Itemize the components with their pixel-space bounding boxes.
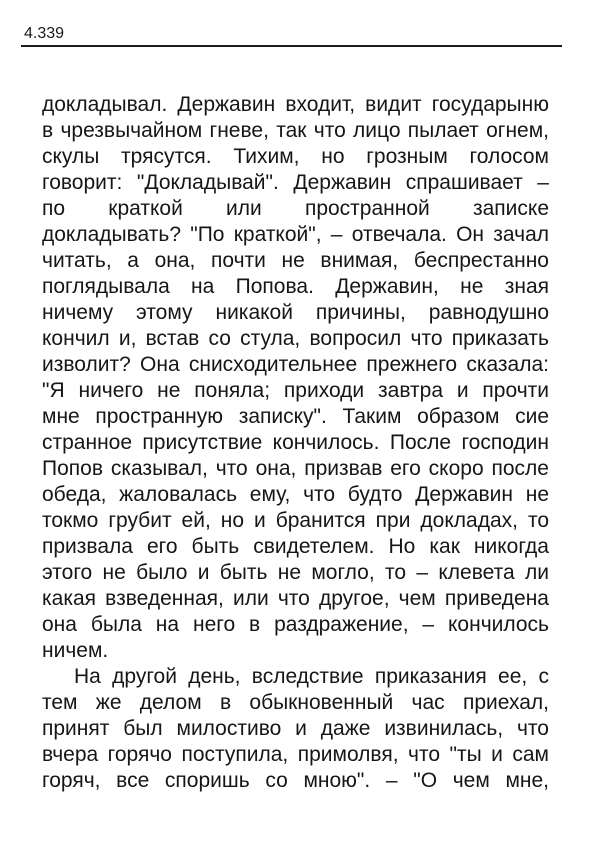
text-line: принят был милостиво и даже извинилась, что [42,717,549,740]
text-line: какая взведенная, или что другое, чем приведена [42,587,549,610]
page-number: 4.339 [24,25,65,42]
text-line: странное присутствие кончилось. После господин [42,431,549,454]
text-line: ничем. [42,639,109,662]
text-line: тем же делом в обыкновенный час приехал, [42,691,549,714]
text-line: говорит: "Докладывай". Державин спрашивает – [42,171,549,194]
text-line: мне пространную записку". Таким образом сие [42,405,549,428]
text-line: скулы трясутся. Тихим, но грозным голосом [42,145,549,168]
text-line: призвала его быть свидетелем. Но как никогда [42,535,549,558]
header-rule [21,45,562,47]
text-line: по краткой или пространной записке [42,197,549,220]
text-line: докладывал. Державин входит, видит государыню [42,93,549,116]
text-line: в чрезвычайном гневе, так что лицо пылает огнем, [42,119,549,142]
text-line: поглядывала на Попова. Державин, не зная [42,275,549,298]
text-body [42,92,549,794]
text-line: На другой день, вследствие приказания ее, с [74,665,549,688]
text-line: горяч, все споришь со мною". – "О чем мне, [42,769,549,792]
text-line: кончил и, встав со стула, вопросил что приказать [42,327,549,350]
text-line: изволит? Она снисходительнее прежнего сказала: [42,353,549,376]
text-line: токмо грубит ей, но и бранится при докладах, то [42,509,549,532]
text-line: обеда, жаловалась ему, что будто Державин не [42,483,549,506]
text-line: Попов сказывал, что она, призвав его скоро после [42,457,549,480]
text-line: ничему этому никакой причины, равнодушно [42,301,549,324]
text-line: докладывать? "По краткой", – отвечала. Он зачал [42,223,549,246]
text-line: читать, а она, почти не внимая, беспрестанно [42,249,549,272]
text-line: "Я ничего не поняла; приходи завтра и прочти [42,379,549,402]
text-line: вчера горячо поступила, примолвя, что "ты и сам [42,743,549,766]
text-line: она была на него в раздражение, – кончилось [42,613,549,636]
text-line: этого не было и быть не могло, то – клевета ли [42,561,549,584]
